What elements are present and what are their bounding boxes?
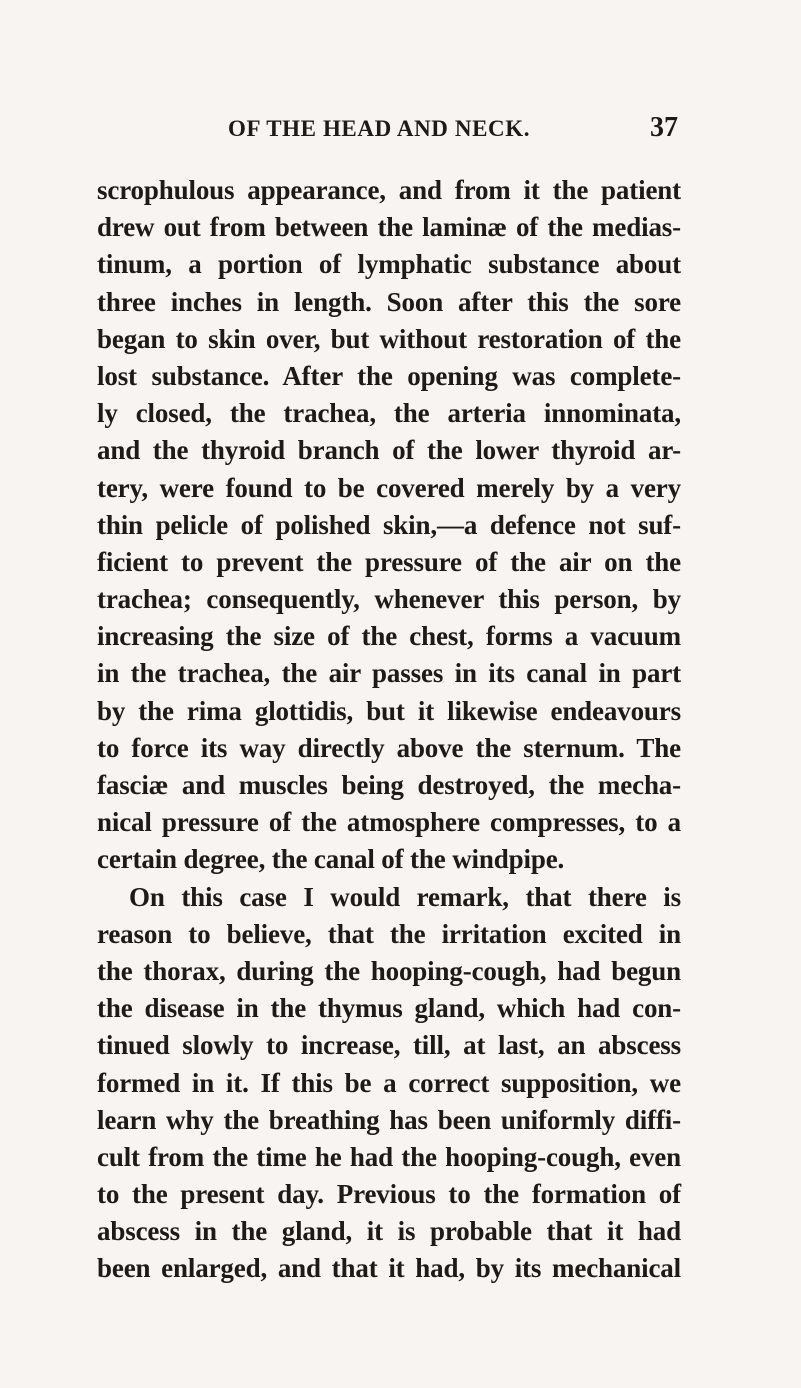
body-text: [97, 172, 681, 1288]
text-line: nical pressure of the atmosphere compresses, to a: [97, 807, 681, 838]
text-line: thin pelicle of polished skin,—a defence not suf-: [97, 509, 681, 540]
paragraph-end-line: certain degree, the canal of the windpipe.: [97, 844, 565, 875]
text-line: scrophulous appearance, and from it the patient: [97, 175, 681, 205]
text-line: formed in it. If this be a correct supposition, we: [97, 1067, 681, 1098]
text-line: ly closed, the trachea, the arteria innominata,: [97, 398, 681, 429]
text-line: reason to believe, that the irritation excited in: [97, 918, 681, 949]
text-line: been enlarged, and that it had, by its mechanical: [97, 1253, 681, 1284]
text-line: lost substance. After the opening was complete-: [97, 360, 681, 391]
text-line: abscess in the gland, it is probable that it had: [97, 1216, 681, 1247]
text-line: cult from the time he had the hooping-cough, even: [97, 1141, 681, 1172]
text-line: to the present day. Previous to the formation of: [97, 1179, 681, 1210]
text-line: tinued slowly to increase, till, at last, an abscess: [97, 1030, 681, 1061]
text-line: drew out from between the laminæ of the medias-: [97, 212, 681, 243]
paragraph-start-line: On this case I would remark, that there is: [129, 881, 681, 912]
page-number: 37: [650, 112, 678, 143]
text-line: trachea; consequently, whenever this person, by: [97, 584, 681, 615]
running-title: OF THE HEAD AND NECK.: [228, 116, 531, 141]
text-line: by the rima glottidis, but it likewise endeavours: [97, 695, 681, 726]
text-line: and the thyroid branch of the lower thyroid ar-: [97, 435, 681, 466]
text-line: began to skin over, but without restoration of the: [97, 323, 681, 354]
text-line: tinum, a portion of lymphatic substance about: [97, 249, 681, 280]
text-line: the thorax, during the hooping-cough, had begun: [97, 955, 681, 986]
text-line: fasciæ and muscles being destroyed, the mecha-: [97, 770, 681, 800]
text-line: three inches in length. Soon after this the sore: [97, 286, 681, 317]
text-line: to force its way directly above the sternum. The: [97, 732, 681, 763]
text-line: learn why the breathing has been uniformly diffi-: [97, 1104, 681, 1135]
text-line: ficient to prevent the pressure of the air on the: [97, 546, 681, 577]
text-line: tery, were found to be covered merely by a very: [97, 472, 681, 503]
text-line: the disease in the thymus gland, which had con-: [97, 993, 681, 1024]
text-line: increasing the size of the chest, forms a vacuum: [97, 621, 681, 652]
text-line: in the trachea, the air passes in its canal in part: [97, 658, 681, 689]
